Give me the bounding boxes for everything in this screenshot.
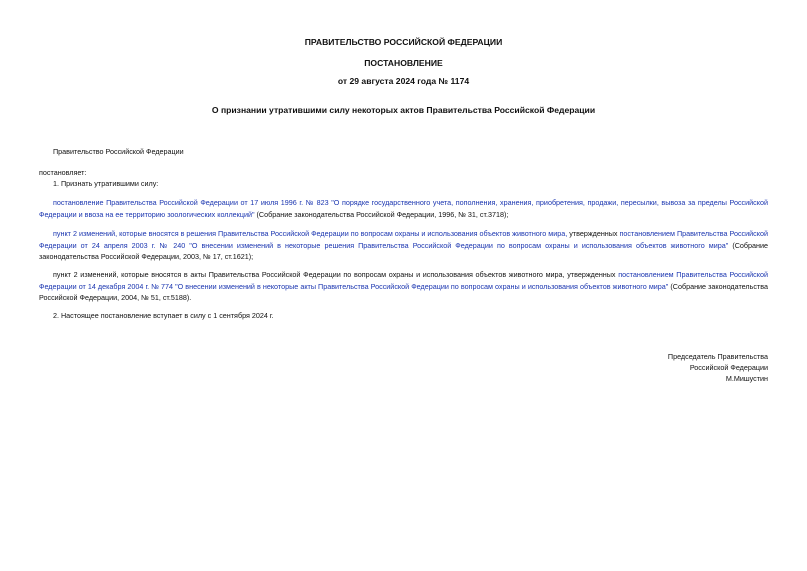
issuing-authority: ПРАВИТЕЛЬСТВО РОССИЙСКОЙ ФЕДЕРАЦИИ xyxy=(304,37,503,47)
signature-block xyxy=(668,351,768,384)
paragraph-3-lead: пункт 2 изменений, которые вносятся в акты Правительства Российской Федерации по вопросам охраны и использования объектов животного мира, xyxy=(53,270,565,279)
paragraph-3-approved: утвержденных xyxy=(564,270,619,279)
item-1: 1. Признать утратившими силу: xyxy=(53,179,159,188)
document-type: ПОСТАНОВЛЕНИЕ xyxy=(364,58,443,68)
paragraph-3-citation: (Собрание законодательства Российской Федерации, 2004, № 51, ст.5188). xyxy=(39,281,768,302)
paragraph-2-citation: (Собрание законодательства Российской Федерации, 2003, № 17, ст.1621); xyxy=(39,240,768,261)
paragraph-3 xyxy=(39,269,768,304)
paragraph-1-citation: (Собрание законодательства Российской Федерации, 1996, № 31, ст.3718); xyxy=(254,209,509,219)
paragraph-1 xyxy=(39,197,768,220)
intro-text: Правительство Российской Федерации xyxy=(53,147,184,156)
document-date-number: от 29 августа 2024 года № 1174 xyxy=(337,76,470,86)
resolution-240-link[interactable]: постановлением Правительства Российской Федерации от 24 апреля 2003 г. № 240 "О внесении изменений в некоторые решения Правительства Российской Федерации по вопросам охраны и использования объектов животного мира" xyxy=(39,229,769,250)
paragraph-2-approved: утвержденных xyxy=(567,229,620,238)
signatory-body: Российской Федерации xyxy=(689,363,768,372)
signatory-position: Председатель Правительства xyxy=(667,352,768,361)
paragraph-2 xyxy=(39,228,768,263)
resolution-774-link[interactable]: постановлением Правительства Российской Федерации от 14 декабря 2004 г. № 774 "О внесении изменений в некоторые акты Правительства Российской Федерации по вопросам охраны и использования объектов животного мира" xyxy=(39,270,769,291)
changes-point-2-link[interactable]: пункт 2 изменений, которые вносятся в решения Правительства Российской Федерации по вопросам охраны и использования объектов животного мира, xyxy=(53,229,568,238)
decides-text: постановляет: xyxy=(39,168,87,177)
document-title: О признании утратившими силу некоторых актов Правительства Российской Федерации xyxy=(211,105,596,115)
item-2: 2. Настоящее постановление вступает в силу с 1 сентября 2024 г. xyxy=(53,311,274,320)
signatory-name: М.Мишустин xyxy=(725,374,768,383)
resolution-823-link[interactable]: постановление Правительства Российской Федерации от 17 июля 1996 г. № 823 "О порядке государственного учета, пополнения, хранения, приобретения, продажи, пересылки, вывоза за пределы Российской Федерации и ввоза на ее территорию зоологических коллекций" xyxy=(39,198,768,219)
